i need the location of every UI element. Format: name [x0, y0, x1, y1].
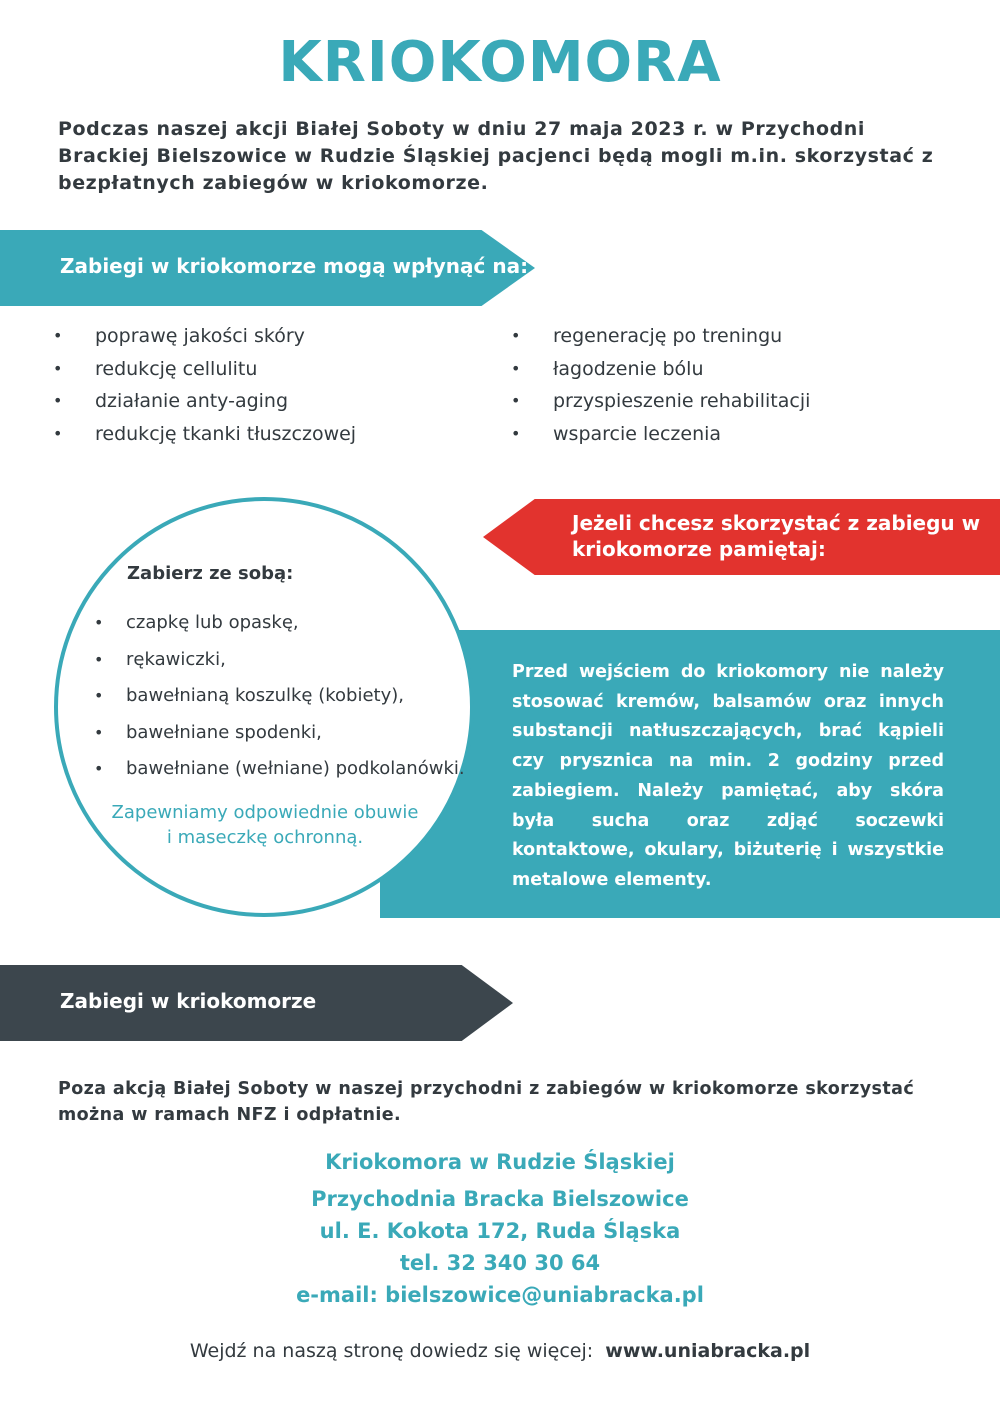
- bullet-icon: •: [53, 391, 63, 410]
- page-title: KRIOKOMORA: [278, 30, 722, 95]
- benefits-heading: Zabiegi w kriokomorze mogą wpłynąć na:: [60, 254, 529, 278]
- contact-name: Kriokomora w Rudzie Śląskiej: [325, 1150, 675, 1174]
- bullet-icon: •: [94, 649, 104, 669]
- list-item: • bawełniane (wełniane) podkolanówki.: [126, 751, 465, 788]
- contact-clinic: Przychodnia Bracka Bielszowice: [311, 1187, 689, 1211]
- benefits-list-left: [53, 320, 357, 450]
- bullet-icon: •: [94, 722, 104, 742]
- list-item: • działanie anty-aging: [95, 385, 356, 418]
- bullet-icon: •: [511, 391, 521, 410]
- list-item: • bawełnianą koszulkę (kobiety),: [126, 678, 465, 715]
- section2-heading: Zabiegi w kriokomorze: [60, 989, 317, 1013]
- list-item: • redukcję cellulitu: [95, 353, 356, 386]
- footer-text: Wejdź na naszą stronę dowiedz się więcej:: [189, 1340, 594, 1362]
- bullet-icon: •: [511, 358, 521, 378]
- take-along-heading: Zabierz ze sobą:: [127, 563, 294, 584]
- section2-paragraph: Poza akcją Białej Soboty w naszej przychodni z zabiegów w kriokomorze skorzystać można w ramach NFZ i odpłatnie.: [58, 1079, 915, 1125]
- bullet-icon: •: [511, 423, 521, 443]
- bullet-icon: •: [53, 358, 63, 378]
- bullet-icon: •: [94, 759, 104, 779]
- contact-email[interactable]: e-mail: bielszowice@uniabracka.pl: [296, 1283, 704, 1307]
- list-item: • poprawę jakości skóry: [95, 320, 356, 353]
- list-item: • rękawiczki,: [126, 642, 465, 679]
- benefits-list-right: [511, 320, 811, 450]
- list-item: • wsparcie leczenia: [553, 418, 810, 451]
- bullet-icon: •: [94, 613, 104, 632]
- remember-heading: Jeżeli chcesz skorzystać z zabiegu w kriokomorze pamiętaj:: [572, 511, 981, 561]
- list-item: • redukcję tkanki tłuszczowej: [95, 418, 356, 451]
- list-item: • regenerację po treningu: [553, 320, 810, 353]
- list-item: • czapkę lub opaskę,: [126, 605, 465, 642]
- intro-paragraph: Podczas naszej akcji Białej Soboty w dniu 27 maja 2023 r. w Przychodni Brackiej Bielszowice w Rudzie Śląskiej pacjenci będą mogli m.in. skorzystać z bezpłatnych zabiegów w kriokomorze.: [58, 118, 934, 194]
- bullet-icon: •: [94, 686, 104, 706]
- bullet-icon: •: [511, 326, 521, 345]
- footer: [0, 1340, 1000, 1362]
- take-along-list: [94, 605, 465, 788]
- remember-text: Przed wejściem do kriokomory nie należy stosować kremów, balsamów oraz innych substancji natłuszczających, brać kąpieli czy prysznica na min. 2 godziny przed zabiegiem. Należy pamiętać, aby skóra była sucha oraz zdjąć soczewki kontaktowe, okulary, biżuterię i wszystkie metalowe elementy.: [512, 662, 944, 890]
- bullet-icon: •: [53, 326, 63, 345]
- bullet-icon: •: [53, 423, 63, 443]
- list-item: • łagodzenie bólu: [553, 353, 810, 386]
- list-item: • przyspieszenie rehabilitacji: [553, 385, 810, 418]
- contact-address: ul. E. Kokota 172, Ruda Śląska: [319, 1219, 681, 1243]
- website-link[interactable]: www.uniabracka.pl: [605, 1340, 811, 1362]
- provided-note: Zapewniamy odpowiednie obuwie i maseczkę ochronną.: [111, 802, 419, 848]
- list-item: • bawełniane spodenki,: [126, 715, 465, 752]
- contact-phone[interactable]: tel. 32 340 30 64: [399, 1251, 601, 1275]
